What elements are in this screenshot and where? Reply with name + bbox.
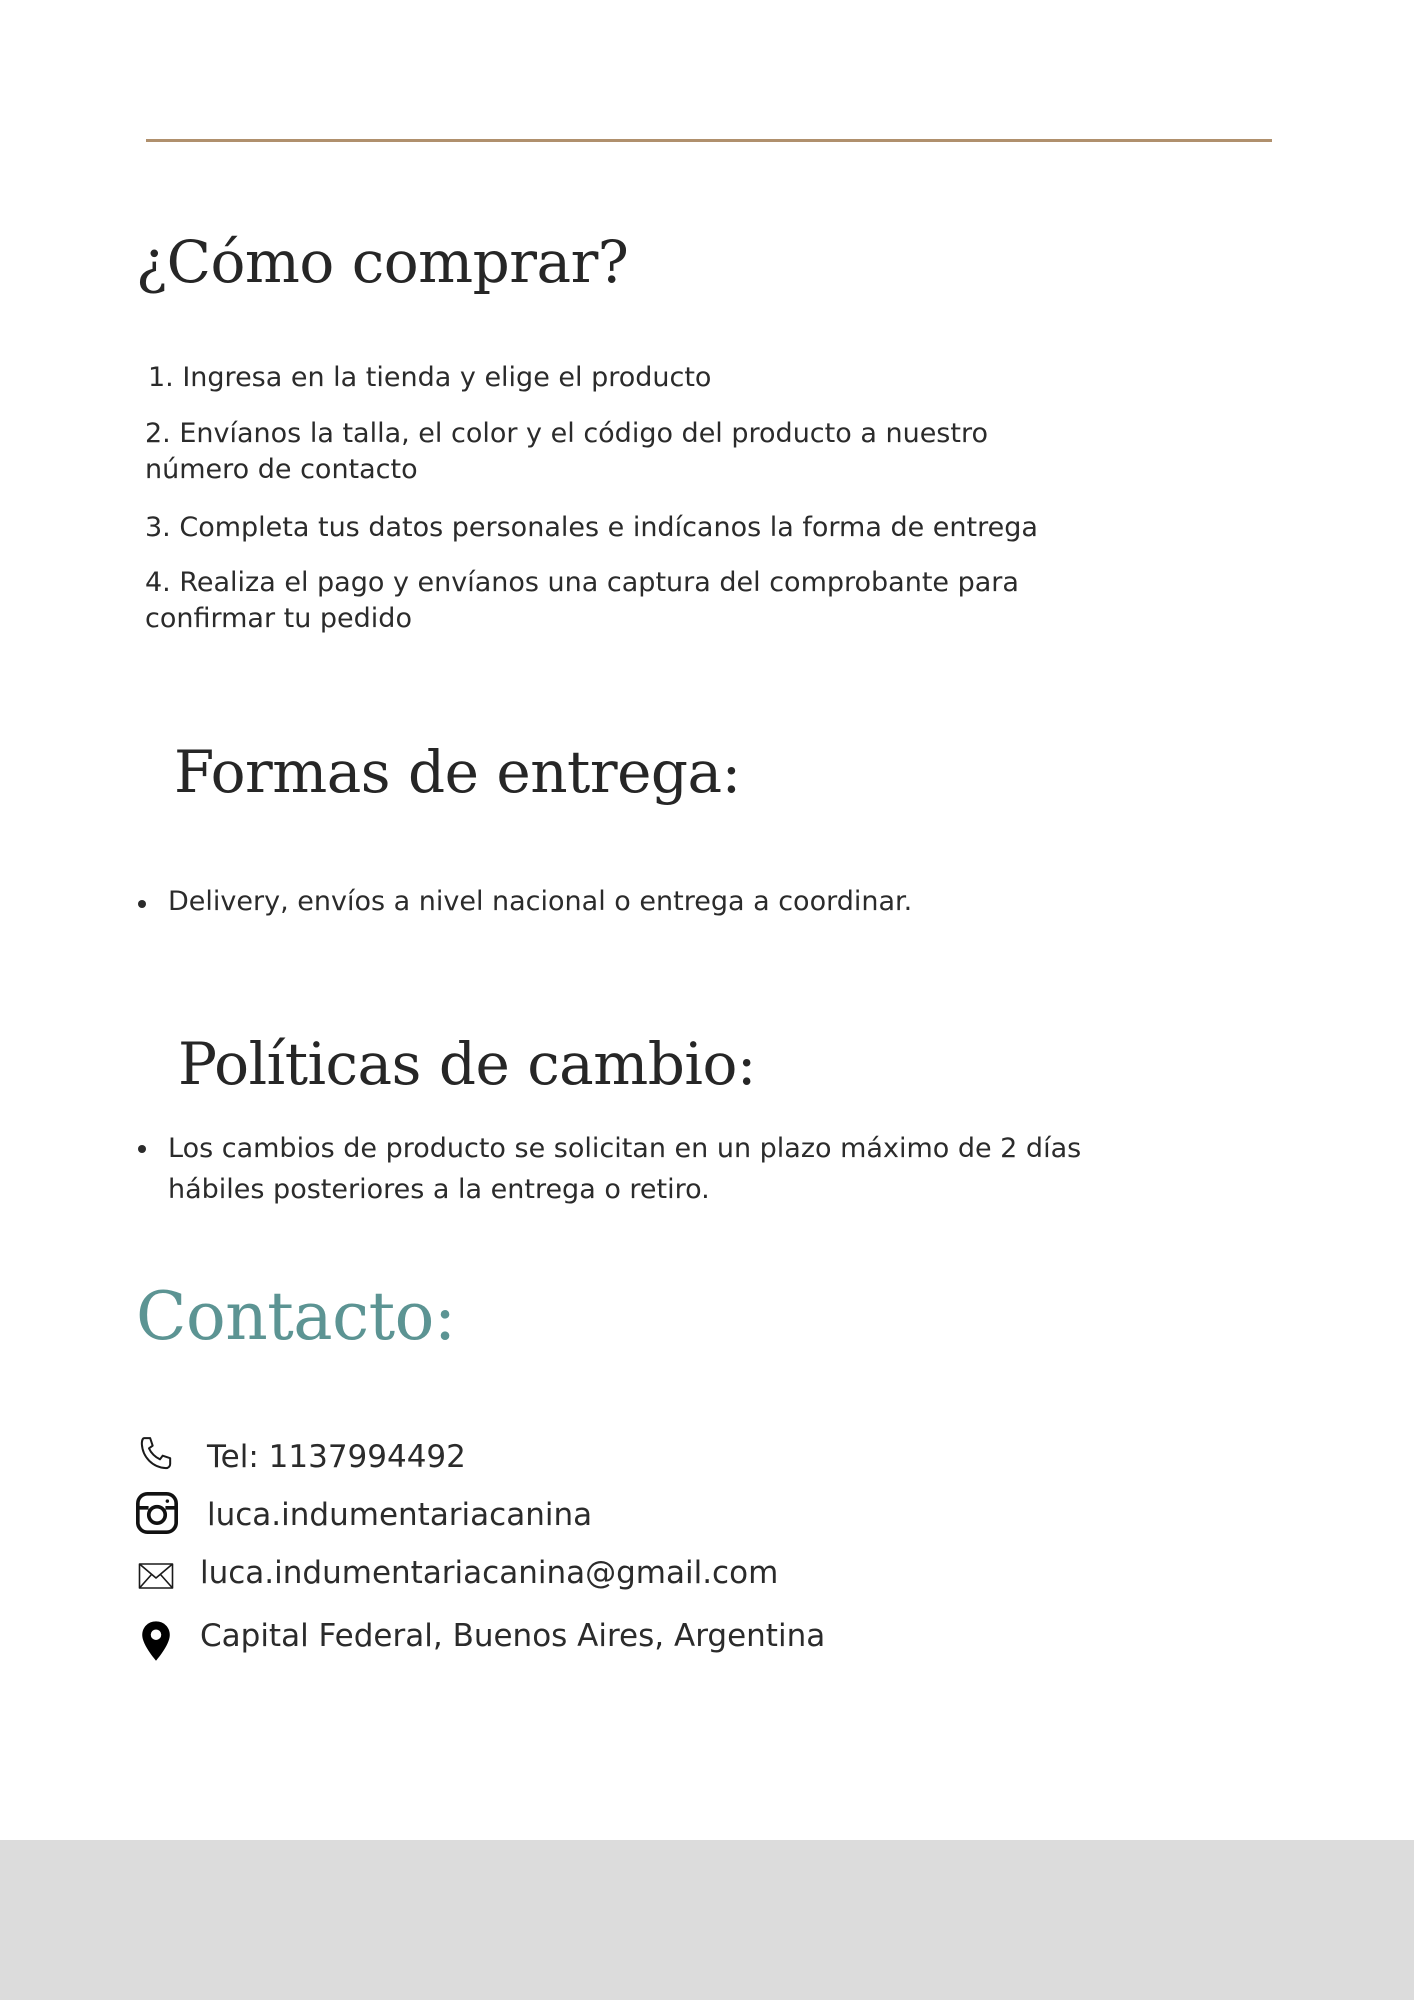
contact-phone[interactable]: Tel: 1137994492 [207,1439,466,1475]
contact-location: Capital Federal, Buenos Aires, Argentina [200,1618,826,1654]
instagram-icon [134,1490,180,1536]
delivery-title: Formas de entrega: [174,738,741,806]
delivery-item: Delivery, envíos a nivel nacional o entrega a coordinar. [168,886,913,917]
footer-band [0,1840,1414,2000]
step-1: 1. Ingresa en la tienda y elige el producto [148,362,712,393]
exchange-policy-title: Políticas de cambio: [178,1030,756,1098]
step-2: 2. Envíanos la talla, el color y el código del producto a nuestro número de contacto [145,418,988,485]
exchange-policy-item: Los cambios de producto se solicitan en un plazo máximo de 2 días hábiles posteriores a la entrega o retiro. [168,1133,1082,1205]
top-divider [146,139,1272,142]
how-to-buy-title: ¿Cómo comprar? [136,228,629,296]
contact-instagram[interactable]: luca.indumentariacanina [207,1497,593,1533]
bullet-dot [138,1145,146,1153]
mail-icon [138,1562,174,1590]
contact-title: Contacto: [136,1278,456,1355]
contact-email[interactable]: luca.indumentariacanina@gmail.com [200,1555,779,1591]
step-4: 4. Realiza el pago y envíanos una captura del comprobante para confirmar tu pedido [145,567,1019,634]
bullet-dot [138,900,146,908]
step-3: 3. Completa tus datos personales e indícanos la forma de entrega [145,512,1038,543]
location-pin-icon [140,1620,172,1662]
phone-icon [136,1434,176,1474]
